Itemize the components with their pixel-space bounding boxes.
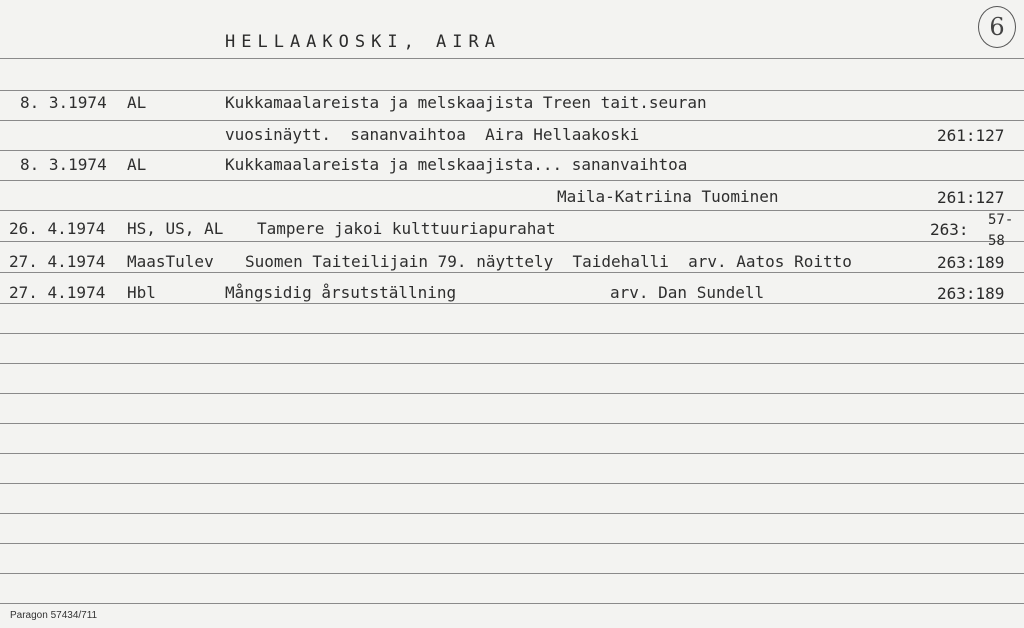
rule-line bbox=[0, 573, 1024, 574]
entry-ref: 261:127 bbox=[937, 126, 1005, 145]
entry-ref-fraction-bottom: 58 bbox=[988, 233, 1005, 249]
entry-text: Kukkamaalareista ja melskaajista... sananvaihtoa bbox=[225, 155, 688, 174]
card-number-circle: 6 bbox=[978, 6, 1016, 48]
rule-line bbox=[0, 333, 1024, 334]
entry-text: Suomen Taiteilijain 79. näyttely Taidehalli arv. Aatos Roitto bbox=[245, 252, 852, 271]
rule-line bbox=[0, 58, 1024, 59]
entry-source: Hbl bbox=[127, 283, 156, 302]
entry-ref: 263: bbox=[930, 220, 969, 239]
rule-line bbox=[0, 241, 1024, 242]
entry-reviewer: arv. Dan Sundell bbox=[610, 283, 765, 302]
entry-date: 27. 4.1974 bbox=[9, 252, 106, 271]
entry-source: AL bbox=[127, 93, 147, 112]
card-heading: HELLAAKOSKI, AIRA bbox=[225, 32, 501, 52]
rule-line bbox=[0, 180, 1024, 181]
entry-date: 8. 3.1974 bbox=[20, 155, 107, 174]
rule-line bbox=[0, 90, 1024, 91]
entry-text: Kukkamaalareista ja melskaajista Treen tait.seuran bbox=[225, 93, 707, 112]
rule-line bbox=[0, 272, 1024, 273]
entry-source: HS, US, AL bbox=[127, 219, 224, 238]
entry-text: Maila-Katriina Tuominen bbox=[557, 187, 779, 206]
entry-text: Mångsidig årsutställning bbox=[225, 283, 457, 302]
rule-line bbox=[0, 603, 1024, 604]
rule-line bbox=[0, 543, 1024, 544]
entry-ref: 263:189 bbox=[937, 284, 1005, 303]
entry-ref: 263:189 bbox=[937, 253, 1005, 272]
rule-line bbox=[0, 483, 1024, 484]
entry-date: 8. 3.1974 bbox=[20, 93, 107, 112]
entry-text: vuosinäytt. sananvaihtoa Aira Hellaakoski bbox=[225, 125, 640, 144]
entry-ref: 261:127 bbox=[937, 188, 1005, 207]
entry-date: 26. 4.1974 bbox=[9, 219, 106, 238]
rule-line bbox=[0, 423, 1024, 424]
entry-date: 27. 4.1974 bbox=[9, 283, 106, 302]
rule-line bbox=[0, 393, 1024, 394]
rule-line bbox=[0, 453, 1024, 454]
rule-line bbox=[0, 303, 1024, 304]
rule-line bbox=[0, 150, 1024, 151]
card-footer: Paragon 57434/711 bbox=[10, 610, 98, 621]
rule-line bbox=[0, 513, 1024, 514]
rule-line bbox=[0, 120, 1024, 121]
entry-ref-fraction-top: 57- bbox=[988, 212, 1014, 228]
entry-text: Tampere jakoi kulttuuriapurahat bbox=[257, 219, 556, 238]
entry-source: AL bbox=[127, 155, 147, 174]
entry-source: MaasTulev bbox=[127, 252, 214, 271]
rule-line bbox=[0, 363, 1024, 364]
rule-line bbox=[0, 210, 1024, 211]
